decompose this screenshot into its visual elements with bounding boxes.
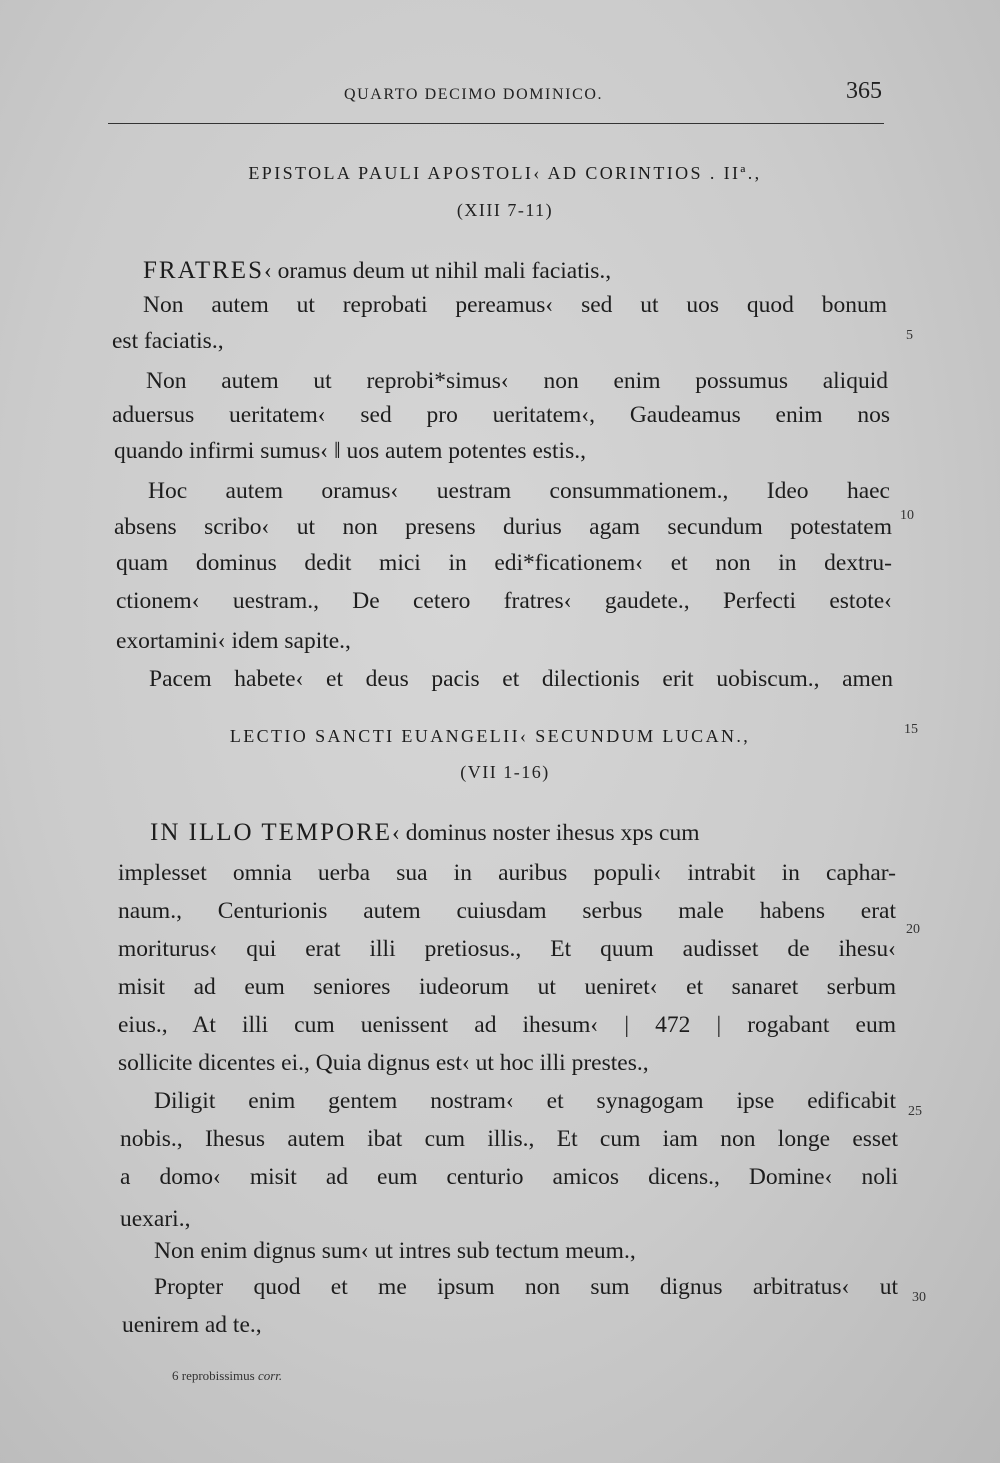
text-line: a domo‹ misit ad eum centurio amicos dicens., Domine‹ noli	[120, 1164, 898, 1190]
page-header	[108, 78, 884, 118]
text-line: Diligit enim gentem nostram‹ et synagogam ipse edificabit	[154, 1088, 896, 1114]
text-line: moriturus‹ qui erat illi pretiosus., Et quum audisset de ihesu‹	[118, 936, 896, 962]
opening-word: FRATRES	[143, 257, 264, 284]
running-title: QUARTO DECIMO DOMINICO.	[344, 86, 604, 103]
text-line: quando infirmi sumus‹ ‖ uos autem potentes estis.,	[114, 438, 586, 464]
text-line: Propter quod et me ipsum non sum dignus arbitratus‹ ut	[154, 1274, 898, 1300]
margin-line-number: 10	[900, 508, 914, 523]
text-line: est faciatis.,	[112, 328, 224, 354]
footnote-abbrev: corr.	[257, 1368, 283, 1383]
epistle-reference: (XIII 7-11)	[456, 200, 554, 220]
text-line: IN ILLO TEMPORE‹ dominus noster ihesus xps cum	[150, 819, 700, 846]
text-line: Non autem ut reprobi*simus‹ non enim possumus aliquid	[146, 368, 888, 394]
opening-words: IN ILLO TEMPORE	[150, 819, 393, 846]
text-line: eius., At illi cum uenissent ad ihesum‹ | 472 | rogabant eum	[118, 1012, 896, 1038]
footnote	[172, 1368, 282, 1384]
text-line: FRATRES‹ oramus deum ut nihil mali faciatis.,	[143, 257, 612, 284]
text-line: Non enim dignus sum‹ ut intres sub tectum meum.,	[154, 1238, 636, 1264]
text-line: absens scribo‹ ut non presens durius agam secundum potestatem	[114, 514, 892, 540]
margin-line-number: 20	[906, 922, 920, 937]
text-line: nobis., Ihesus autem ibat cum illis., Et cum iam non longe esset	[120, 1126, 898, 1152]
page-number: 365	[846, 78, 882, 104]
text-line: naum., Centurionis autem cuiusdam serbus male habens erat	[118, 898, 896, 924]
header-rule	[108, 123, 884, 124]
text-line: uexari.,	[120, 1206, 191, 1232]
text-line: Pacem habete‹ et deus pacis et dilectionis erit uobiscum., amen	[149, 666, 893, 692]
text-line: sollicite dicentes ei., Quia dignus est‹ ut hoc illi prestes.,	[118, 1050, 649, 1076]
text-line: ctionem‹ uestram., De cetero fratres‹ gaudete., Perfecti estote‹	[116, 588, 892, 614]
epistle-heading: EPISTOLA PAULI APOSTOLI‹ AD CORINTIOS . IIª.,	[248, 163, 762, 183]
text-line: quam dominus dedit mici in edi*ficationem‹ et non in dextru-	[116, 550, 892, 576]
text-line: misit ad eum seniores iudeorum ut ueniret‹ et sanaret serbum	[118, 974, 896, 1000]
text-line: Non autem ut reprobati pereamus‹ sed ut uos quod bonum	[143, 292, 887, 318]
text-line: implesset omnia uerba sua in auribus populi‹ intrabit in caphar-	[118, 860, 896, 886]
text-line: uenirem ad te.,	[122, 1312, 262, 1338]
text-line: Hoc autem oramus‹ uestram consummationem., Ideo haec	[148, 478, 890, 504]
gospel-heading: LECTIO SANCTI EUANGELII‹ SECUNDUM LUCAN.,	[229, 726, 751, 746]
text-line: exortamini‹ idem sapite.,	[116, 628, 351, 654]
text-line: aduersus ueritatem‹ sed pro ueritatem‹, Gaudeamus enim nos	[112, 402, 890, 428]
margin-line-number: 5	[906, 328, 913, 343]
footnote-text: 6 reprobissimus	[172, 1368, 255, 1383]
margin-line-number: 15	[904, 722, 918, 737]
margin-line-number: 30	[912, 1290, 926, 1305]
margin-line-number: 25	[908, 1104, 922, 1119]
gospel-reference: (VII 1-16)	[460, 762, 550, 782]
